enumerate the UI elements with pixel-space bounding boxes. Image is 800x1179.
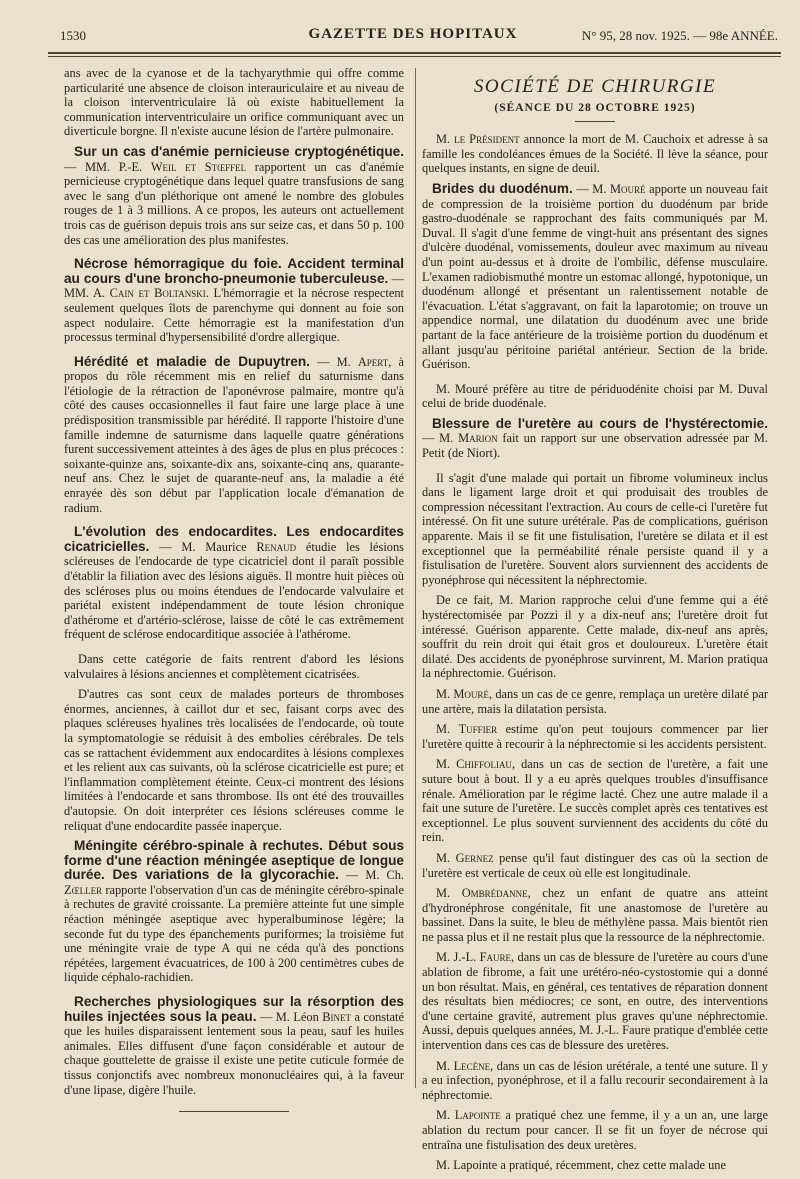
- header-rule-thin: [48, 56, 781, 57]
- author-prefix: M.: [436, 886, 462, 901]
- author-prefix: — MM. P.-E.: [64, 159, 151, 174]
- author-name: Marion: [458, 431, 498, 446]
- paragraph-body: annonce la mort de M. Cauchoix et adresse à sa famille les condoléances émues de la Société. Il lève la séance, pour quelques instants, en signe de deuil.: [422, 132, 769, 176]
- author-name: Chiffoliau: [456, 757, 512, 772]
- paragraph: ans avec de la cyanose et de la tachyarythmie qui offre comme particularité une absence de cloison interauriculaire et au niveau de la cloison interventriculaire là où existe habituellement la communication interventriculaire un orifice communiquant avec un diverticule borgne. Il n'existe aucune lésion de l'artère pulmonaire.: [64, 66, 404, 139]
- article-body: apporte un nouveau fait de compression de la troisième portion du duodénum par bride gastro-duodénale se rapprochant des faits communiqués par M. Duval. Il s'agit d'une femme de vingt-huit ans présentant des signes d'ulcère duodénal, vomissements, douleur avec maximum au niveau d'un point au-dessus et à droite de l'ombilic, défense musculaire. L'examen radiobismuthé montre un estomac allongé, hypotonique, un duodénum allongé et présentant un ralentissement notable de l'évacuation. L'état s'aggravant, on fait la laparotomie; on trouve un appendice normal, une dilatation du duodénum avec une bride partant de la face antérieure de la troisième portion du duodénum et allant jusqu'au péritoine pariétal antérieur. Section de la bride. Guérison.: [422, 181, 768, 372]
- author-prefix: M.: [436, 686, 454, 701]
- end-rule: [179, 1111, 289, 1112]
- author-name: Zœller: [64, 882, 103, 897]
- article-uretere: [422, 417, 768, 461]
- author-name: Binet: [322, 1009, 352, 1024]
- paragraph-body: , dans un cas de lésion urétérale, a tenté une suture. Il y a eu infection, pyonéphrose, et il a fallu recourir secondairement à la néphrectomie.: [422, 1058, 768, 1102]
- paragraph-body: , chez un enfant de quatre ans atteint d'hydronéphrose congénitale, fit une anastomose de l'uretère au bassinet. Dans la suite, le bleu de méthylène passa. Mais bientôt rien ne passa plus et il ne restait plus que la ressource de la néphrectomie.: [422, 886, 768, 944]
- article-body: rapporte l'observation d'un cas de méningite cérébro-spinale à rechutes de gravité croissante. La première atteinte fut une simple réaction méningée aseptique avec hyperalbuminose légère; la seconde fut du type des épanchements puriformes; la troisième fut une méningite vraie de type A qui ne céda qu'à des ponctions répétées, largement évacuatrices, de 100 à 200 centimètres cubes de liquide céphalo-rachidien.: [64, 882, 404, 985]
- paragraph-body: , dans un cas de section de l'uretère, a fait une suture bout à bout. Il y a eu après quelques troubles d'insuffisance rénale. Amélioration par le régime lacté. Chez une autre malade il a fait une suture de l'uretère. Le succès complet après ces tentatives est exceptionnel. Le plus souvent surviennent des accidents du côté du rein.: [422, 757, 769, 845]
- paragraph: Dans cette catégorie de faits rentrent d'abord les lésions valvulaires à lésions anciennes et complètement cicatrisées.: [64, 651, 404, 681]
- article-necrose: [64, 257, 404, 345]
- column-divider: [415, 68, 416, 1088]
- article-title: Nécrose hémorragique du foie. Accident terminal au cours d'une broncho-pneumonie tuberculeuse.: [64, 256, 404, 286]
- paragraph: [422, 851, 768, 880]
- issue-info: N° 95, 28 nov. 1925. — 98e ANNÉE.: [581, 28, 778, 43]
- article-title: L'évolution des endocardites. Les endocardites cicatricielles.: [64, 524, 404, 554]
- right-column: [422, 66, 768, 1179]
- author-name: Renaud: [256, 539, 297, 554]
- author-name: Mouré: [610, 181, 646, 196]
- paragraph: [422, 132, 768, 176]
- paragraph-body: a pratiqué chez une femme, il y a un an, une large ablation du rectum pour cancer. Il se fit un foyer de nécrose qui entraîna une fistulisation des deux uretères.: [422, 1108, 768, 1152]
- article-endocardites: [64, 525, 404, 642]
- paragraph-body: pense qu'il faut distinguer des cas où la section de l'uretère est verticale de ceux où elle est longitudinale.: [422, 850, 768, 880]
- author-prefix: M.: [436, 1058, 454, 1073]
- page-header: [48, 24, 778, 46]
- author-name: Gernez: [455, 850, 494, 865]
- article-title: Hérédité et maladie de Dupuytren.: [74, 353, 310, 369]
- article-title: Brides du duodénum.: [432, 180, 573, 196]
- author-name: Mouré: [453, 686, 489, 701]
- paragraph: [422, 1059, 768, 1103]
- article-title: Recherches physiologiques sur la résorption des huiles injectées sous la peau.: [64, 994, 404, 1024]
- author-prefix: — M.: [309, 354, 358, 369]
- seance-date: (SÉANCE DU 28 OCTOBRE 1925): [494, 101, 696, 114]
- author-prefix: — M. Ch.: [338, 868, 405, 883]
- article-title: Sur un cas d'anémie pernicieuse cryptogénétique.: [74, 143, 404, 159]
- paragraph: [422, 886, 768, 944]
- author-name: Weil et Stœffel: [150, 159, 247, 174]
- author-prefix: — M.: [422, 431, 459, 446]
- author-prefix: — M. Maurice: [149, 539, 257, 554]
- section-title: SOCIÉTÉ DE CHIRURGIE: [473, 76, 717, 97]
- author-name: Apert: [357, 354, 389, 369]
- article-dupuytren: [64, 355, 404, 516]
- paragraph-body: , dans un cas de blessure de l'uretère au cours d'une ablation de fibrome, a fait une urétéro-néo-cystostomie qui a donné un bon résultat. Mais, en général, ces tentatives de réparation donnent des résultats bien médiocres; ce sont, en outre, des interventions d'une certaine gravité, autrement plus graves qu'une néphrectomie. Aussi, depuis quelques années, M. J.-L. Faure pratique d'emblée cette intervention dans ces cas de blessure des uretères.: [422, 950, 768, 1053]
- article-title: Blessure de l'uretère au cours de l'hystérectomie.: [432, 415, 768, 431]
- author-name: Tuffier: [458, 722, 498, 737]
- header-rule: [48, 52, 781, 54]
- paragraph: [422, 1108, 768, 1152]
- author-prefix: M.: [436, 132, 455, 147]
- article-title: Méningite cérébro-spinale à rechutes. Début sous forme d'une réaction méningée aseptique de longue durée. Des variations de la glycorachie.: [64, 838, 404, 883]
- article-meningite: [64, 839, 404, 985]
- author-prefix: — M.: [572, 181, 611, 196]
- article-body: , à propos du rôle récemment mis en relief du saturnisme dans l'étiologie de la rétraction de l'aponévrose palmaire, montre qu'à côté des causes occasionnelles il faut faire une large place à une prédisposition transmissible par hérédité. Il rapporte l'histoire d'une famille indemne de saturnisme dans laquelle quatre générations furent successivement atteintes à des âges de plus en plus précoces : soixante-quinze ans, soixante-dix ans, soixante-cinq ans, quarante-neuf ans. Chez le sujet de quarante-neuf ans, la maladie a été enrayée dès son début par l'application locale d'émanation de radium.: [64, 354, 404, 515]
- article-brides: [422, 182, 768, 372]
- article-body: étudie les lésions scléreuses de l'endocarde de type cicatriciel dont il paraît possible d'établir la filiation avec des lésions aiguës. Il montre huit pièces où des scléroses plus ou moins étendues de l'endocarde valvulaire et pariétal existent indépendamment de toute lésion chronique d'athérome et d'artério-sclérose, laisse de côté le cas extrêmement fréquent de sclérose endocarditique associée à l'athérome.: [64, 539, 404, 642]
- author-prefix: M.: [436, 1108, 455, 1123]
- author-name: le Président: [454, 132, 520, 147]
- paragraph: M. Mouré préfère au titre de périduodénite choisi par M. Duval celui de bride duodénale.: [422, 381, 768, 411]
- author-prefix: M. J.-L.: [436, 950, 480, 965]
- article-body: a constaté que les huiles disparaissent lentement sous la peau, sauf les huiles animales. Elles diffusent d'une façon considérable et autour de chaque gouttelette de graisse il existe une petite cuticule formée de tissus conjonctifs avec nombreux mononucléaires qui, à la faveur d'une lipase, digère l'huile.: [64, 1009, 404, 1097]
- paragraph: [422, 950, 768, 1052]
- author-name: Ombrédanne: [461, 886, 528, 901]
- author-name: Lecène: [453, 1058, 491, 1073]
- author-name: Faure: [479, 950, 512, 965]
- article-body: . L'hémorragie et la nécrose respectent seulement quelques îlots de parenchyme qui donnent au foie son aspect nodulaire. Cette hémorragie est la manifestation d'un processus terminal d'hypersensibilité d'ordre allergique.: [64, 286, 404, 345]
- author-prefix: — MM. A.: [64, 271, 404, 301]
- paragraph-body: estime qu'on peut toujours commencer par lier l'uretère quitte à recourir à la néphrectomie si les accidents persistent.: [422, 722, 768, 751]
- section-rule: [575, 121, 615, 122]
- paragraph: [422, 722, 768, 751]
- paragraph: [422, 687, 768, 716]
- article-anemie: [64, 145, 404, 247]
- author-prefix: M.: [436, 757, 457, 772]
- paragraph: D'autres cas sont ceux de malades porteurs de thromboses énormes, anciennes, à caillot dur et sec, faisant corps avec des plaques scléreuses hyalines très localisées de l'endocarde, où toute la symptomatologie se réduisit à des embolies cérébrales. De tels cas se rattachent évidemment aux endocardites à lésions complexes et les relient aux cas suivants, où la sclérose cicatricielle est pure; et l'inflammation complètement éteinte. Ceux-ci montrent des lésions limitées à l'endocarde et sans thrombose. Ils ont été des trouvailles d'autopsie. On doit interpréter ces lésions scléreuses comme le reliquat d'une endocardite passée inaperçue.: [64, 687, 404, 833]
- left-column: [64, 66, 404, 1112]
- journal-title: GAZETTE DES HOPITAUX: [308, 26, 518, 42]
- paragraph: [422, 757, 768, 845]
- author-prefix: — M. Léon: [256, 1009, 323, 1024]
- author-prefix: M.: [436, 722, 459, 737]
- paragraph-body: , dans un cas de ce genre, remplaça un uretère dilaté par une artère, mais la dilatation persista.: [422, 686, 768, 716]
- page-number: 1530: [60, 28, 86, 43]
- article-body: rapportent un cas d'anémie pernicieuse cryptogénétique dans lequel quatre transfusions de sang avec le sang d'un pléthorique ont amené le nombre des globules rouges de 1 à 3 millions. A ce propos, les auteurs ont actuellement trois cas de guérison depuis trois ans sur seize cas, et dans 50 p. 100 des cas une amélioration des plus manifestes.: [64, 159, 404, 247]
- paragraph: De ce fait, M. Marion rapproche celui d'une femme qui a été hystérectomisée par Pozzi il y a dix-neuf ans; l'uretère droit fut intéressé. Guérison apparente. Cette malade, dix-neuf ans après, souffrit du rein droit qui était gros et douloureux. L'uretère était dilaté. Des accidents de pyonéphrose survinrent, M. Marion pratiqua la néphrectomie. Guérison.: [422, 593, 768, 681]
- paragraph: M. Lapointe a pratiqué, récemment, chez cette malade une: [436, 1158, 727, 1173]
- author-prefix: M.: [436, 850, 456, 865]
- article-huiles: [64, 995, 404, 1097]
- author-name: Lapointe: [454, 1108, 501, 1123]
- article-body: fait un rapport sur une observation adressée par M. Petit (de Niort).: [422, 431, 768, 461]
- author-name: Cain et Boltanski: [109, 286, 206, 301]
- paragraph: Il s'agit d'une malade qui portait un fibrome volumineux inclus dans le ligament large droit et qui produisait des troubles de compression nécessitant l'extraction. Au cours de celle-ci l'uretère fut intéressé. On fit une suture urétérale. Pas de complications, guérison apparente. Mais il se fit une fistulisation, l'uretère se dilata et il est exceptionnel que la perméabilité rénale persiste quand il y a fistulisation de l'uretère. Souvent alors surviennent des accidents de pyonéphrose qui nécessitent la néphrectomie.: [422, 470, 768, 587]
